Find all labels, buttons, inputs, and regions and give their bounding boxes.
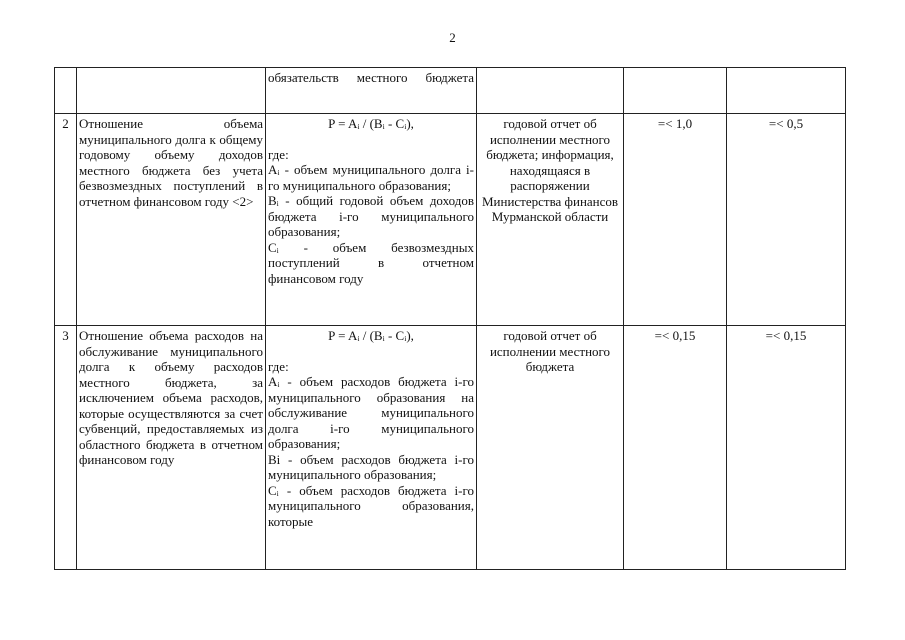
formula-where-label: где:	[268, 358, 289, 374]
indicator-name: Отношение объема расходов на обслуживание муниципального долга к объему расходов местного бюджета, за исключением объема расходов, которые осуществляются за счет субвенций, предоставляемых из областного бюджета в отчетном финансовом году	[77, 326, 266, 570]
table-row	[55, 114, 846, 326]
source-cell: годовой отчет об исполнении местного бюджета; информация, находящаяся в распоряжении Министерства финансов Мурманской области	[477, 114, 624, 326]
indicator-name	[77, 68, 266, 114]
formula-cell	[266, 114, 477, 326]
source-cell	[477, 68, 624, 114]
formula-definition-c: Cᵢ - объем безвозмездных поступлений в отчетном финансовом году	[268, 239, 474, 286]
threshold-1-cell	[624, 68, 727, 114]
indicator-table	[54, 67, 846, 570]
threshold-1-cell: =< 1,0	[624, 114, 727, 326]
threshold-2-cell: =< 0,15	[727, 326, 846, 570]
formula-expression: P = Aᵢ / (Bᵢ - Cᵢ),	[328, 116, 414, 131]
indicator-name: Отношение объема муниципального долга к общему годовому объему доходов местного бюджета без учета безвозмездных поступлений в отчетном финансовом году <2>	[77, 114, 266, 326]
row-number: 2	[55, 114, 77, 326]
formula-text: обязательств местного бюджета	[268, 70, 474, 85]
formula-cell	[266, 68, 477, 114]
page-number: 2	[449, 30, 456, 45]
threshold-1-cell: =< 0,15	[624, 326, 727, 570]
formula-definition-a: Aᵢ - объем муниципального долга i-го муниципального образования;	[268, 162, 474, 193]
formula-definition-b: Bi - объем расходов бюджета i-го муниципального образования;	[268, 451, 474, 482]
formula-expression: P = Aᵢ / (Bᵢ - Cᵢ),	[328, 328, 414, 343]
threshold-2-cell	[727, 68, 846, 114]
threshold-2-cell: =< 0,5	[727, 114, 846, 326]
formula-where-label: где:	[268, 146, 289, 162]
formula-cell	[266, 326, 477, 570]
table-row	[55, 68, 846, 114]
row-number	[55, 68, 77, 114]
row-number: 3	[55, 326, 77, 570]
source-cell: годовой отчет об исполнении местного бюджета	[477, 326, 624, 570]
formula-definition-a: Aᵢ - объем расходов бюджета i-го муниципального образования на обслуживание муниципального долга i-го муниципального образования;	[268, 374, 474, 451]
formula-definition-b: Bᵢ - общий годовой объем доходов бюджета i-го муниципального образования;	[268, 193, 474, 239]
table-row	[55, 326, 846, 570]
formula-definition-c: Cᵢ - объем расходов бюджета i-го муниципального образования, которые	[268, 482, 474, 529]
